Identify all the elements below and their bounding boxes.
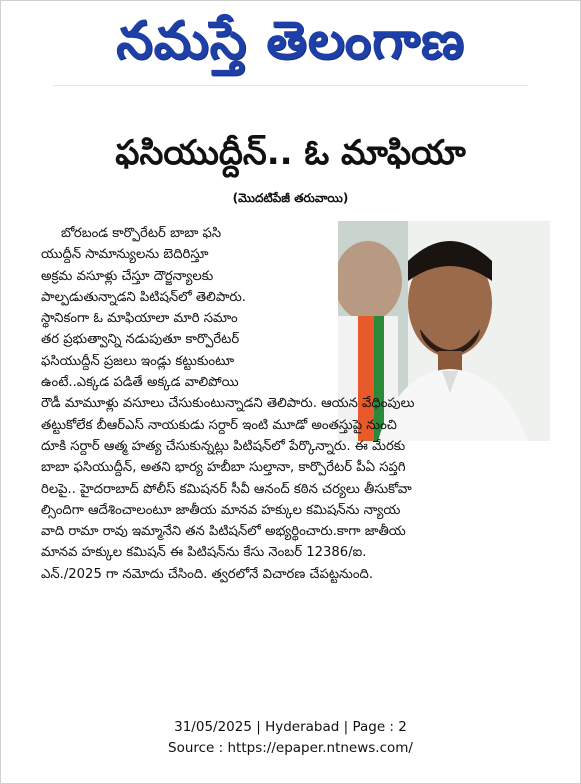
article-body [41, 223, 551, 585]
body-line: తట్టుకోలేక బీఆర్‌ఎస్ నాయకుడు సర్దార్ ఇంటి మూడో అంతస్తుపై నుంచి [41, 417, 397, 433]
body-line: మానవ హక్కుల కమిషన్ ఈ పిటిషన్‌ను కేసు నెంబర్ 12386/ఐ. [41, 545, 367, 561]
body-column-beside-photo [41, 223, 331, 393]
body-line: వాది రామా రావు ఇమ్మానేని తన పిటిషన్‌లో అభ్యర్థించారు.కాగా జాతీయ [41, 524, 406, 540]
body-line: బోరబండ కార్పొరేటర్ బాబా ఫసి [61, 226, 222, 241]
body-line: రిలపై.. హైదరాబాద్ పోలీస్ కమిషనర్ సీవీ ఆనంద్ కఠిన చర్యలు తీసుకోవా [41, 481, 412, 497]
headline: ఫసియుద్దీన్.. ఓ మాఫియా [115, 133, 466, 173]
body-line: దూకి సర్దార్ ఆత్మ హత్య చేసుకున్నట్లు పిటిషన్‌లో పేర్కొన్నారు. ఈ మేరకు [41, 438, 406, 454]
body-line: ల్సిందిగా ఆదేశించాలంటూ జాతీయ మానవ హక్కుల కమిషన్‌ను న్యాయ [41, 502, 401, 518]
footer-source: Source : https://epaper.ntnews.com/ [168, 740, 413, 756]
body-line: రౌడీ మామూళ్లు వసూలు చేసుకుంటున్నాడని తెలిపారు. ఆయన వేధింపులు [41, 396, 415, 412]
footer-date-edition: 31/05/2025 | Hyderabad | Page : 2 [174, 719, 407, 735]
body-line: బాబా ఫసియుద్దీన్, అతని భార్య హబీబా సుల్తానా, కార్పొరేటర్ పీఏ సప్తగి [41, 460, 406, 476]
masthead-divider [53, 85, 528, 86]
body-line: యుద్దీన్ సామాన్యులను బెదిరిస్తూ [41, 247, 209, 263]
body-line: ఫసియుద్దీన్ ప్రజలు ఇండ్లు కట్టుకుంటూ [41, 353, 235, 369]
masthead [1, 5, 580, 77]
body-full-width [41, 393, 551, 585]
body-line: ఎన్./2025 గా నమోదు చేసింది. త్వరలోనే విచారణ చేపట్టనుంది. [41, 566, 374, 582]
body-line: అక్రమ వసూళ్లు చేస్తూ దౌర్జన్యాలకు [41, 268, 214, 284]
body-line: పాల్పడుతున్నాడని పిటిషన్‌లో తెలిపారు. [41, 289, 246, 305]
body-line: తర ప్రభుత్వాన్ని నడుపుతూ కార్పొరేటర్ [41, 332, 240, 348]
continued-from-note: (మొదటిపేజీ తరువాయి) [232, 191, 349, 205]
body-line: ఉంటే..ఎక్కడ పడితే అక్కడ వాలిపోయి [41, 375, 239, 391]
masthead-title: నమస్తే తెలంగాణ [116, 11, 465, 71]
body-line: స్థానికంగా ఓ మాఫియాలా మారి సమాం [41, 311, 238, 327]
